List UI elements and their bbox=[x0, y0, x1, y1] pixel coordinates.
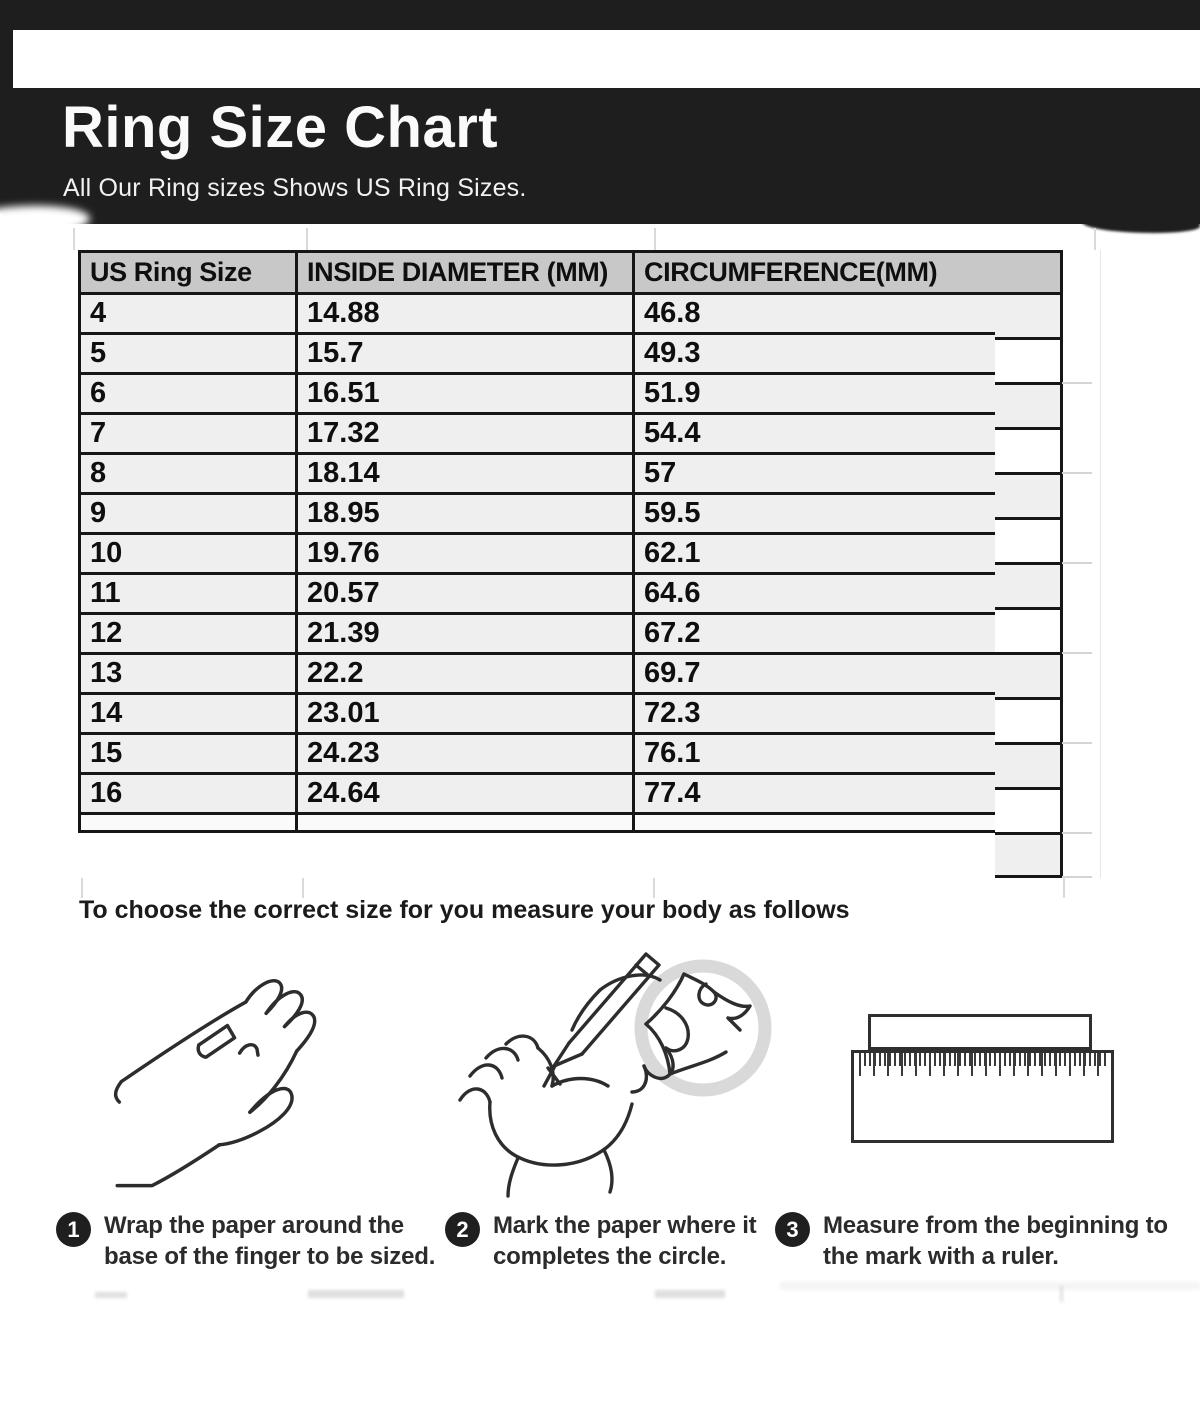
table-row bbox=[80, 374, 997, 414]
cell-circumference: 67.2 bbox=[634, 614, 997, 654]
smudge-mark bbox=[95, 1292, 127, 1298]
spreadsheet-extra-cell bbox=[995, 832, 1063, 878]
gridline-stub bbox=[1062, 742, 1092, 744]
spreadsheet-extra-cell bbox=[995, 517, 1063, 565]
cell-circumference: 57 bbox=[634, 454, 997, 494]
cell-circumference: 72.3 bbox=[634, 694, 997, 734]
gridline-stub bbox=[1063, 878, 1065, 898]
smudge-mark bbox=[308, 1290, 404, 1298]
cell-diameter: 21.39 bbox=[297, 614, 634, 654]
spreadsheet-extra-cell bbox=[995, 562, 1063, 610]
gridline-stub bbox=[81, 878, 83, 898]
cell-size: 12 bbox=[80, 614, 297, 654]
gridline-stub bbox=[306, 228, 308, 250]
ruler-ticks-long bbox=[859, 1053, 1106, 1076]
gridline-stub bbox=[1062, 472, 1092, 474]
step-2-text: Mark the paper where it completes the circle. bbox=[493, 1212, 757, 1270]
cell-diameter: 18.95 bbox=[297, 494, 634, 534]
page-title: Ring Size Chart bbox=[62, 95, 499, 160]
cell-diameter: 19.76 bbox=[297, 534, 634, 574]
cell-diameter: 20.57 bbox=[297, 574, 634, 614]
cell-diameter: 17.32 bbox=[297, 414, 634, 454]
cell-diameter: 22.2 bbox=[297, 654, 634, 694]
gridline-stub bbox=[654, 228, 656, 250]
gridline-stub bbox=[1062, 832, 1092, 834]
cell-circumference: 76.1 bbox=[634, 734, 997, 774]
gridline-faint bbox=[1100, 250, 1101, 878]
cell-size: 8 bbox=[80, 454, 297, 494]
table-row bbox=[80, 534, 997, 574]
column-header-size: US Ring Size bbox=[80, 252, 297, 294]
cell-circumference: 46.8 bbox=[634, 294, 997, 334]
cell-size: 13 bbox=[80, 654, 297, 694]
spreadsheet-extra-cell bbox=[995, 472, 1063, 520]
table-header-row bbox=[80, 252, 997, 294]
table-row bbox=[80, 294, 997, 334]
smudge-mark bbox=[780, 1282, 1200, 1290]
spreadsheet-extra-cell bbox=[995, 697, 1063, 745]
table-row bbox=[80, 334, 997, 374]
spreadsheet-extra-cell bbox=[995, 652, 1063, 700]
gridline-stub bbox=[653, 878, 655, 898]
table-row bbox=[80, 614, 997, 654]
step-1-badge: 1 bbox=[56, 1212, 91, 1247]
measure-caption: To choose the correct size for you measure your body as follows bbox=[79, 896, 850, 924]
cell-size: 6 bbox=[80, 374, 297, 414]
hand-wrap-illustration bbox=[105, 955, 360, 1195]
cell-size: 16 bbox=[80, 774, 297, 814]
gridline-stub bbox=[1062, 652, 1092, 654]
cell-diameter: 23.01 bbox=[297, 694, 634, 734]
cell-diameter: 18.14 bbox=[297, 454, 634, 494]
gridline-stub bbox=[1062, 562, 1092, 564]
masthead-white-band bbox=[13, 30, 1200, 88]
cell-diameter: 14.88 bbox=[297, 294, 634, 334]
spreadsheet-extra-cell bbox=[995, 427, 1063, 475]
pencil-mark-illustration bbox=[448, 948, 793, 1206]
step-3 bbox=[775, 1210, 1175, 1272]
cell-diameter: 24.64 bbox=[297, 774, 634, 814]
spreadsheet-extra-cell bbox=[995, 742, 1063, 790]
spreadsheet-extra-header-cell bbox=[995, 250, 1063, 295]
spreadsheet-extra-cell bbox=[995, 382, 1063, 430]
table-row bbox=[80, 494, 997, 534]
cell-size: 10 bbox=[80, 534, 297, 574]
step-3-text: Measure from the beginning to the mark with a ruler. bbox=[823, 1212, 1168, 1270]
smudge-mark bbox=[655, 1290, 725, 1298]
cell-circumference: 54.4 bbox=[634, 414, 997, 454]
gridline-stub bbox=[1062, 382, 1092, 384]
cell-circumference: 69.7 bbox=[634, 654, 997, 694]
smudge-mark bbox=[1060, 1286, 1063, 1302]
gridline-stub bbox=[302, 878, 304, 898]
column-header-diameter: INSIDE DIAMETER (MM) bbox=[297, 252, 634, 294]
step-2 bbox=[445, 1210, 775, 1272]
cell-diameter: 24.23 bbox=[297, 734, 634, 774]
brush-tail-right bbox=[1082, 216, 1200, 233]
cell-diameter: 16.51 bbox=[297, 374, 634, 414]
step-3-badge: 3 bbox=[775, 1212, 810, 1247]
cell-circumference: 64.6 bbox=[634, 574, 997, 614]
table-row bbox=[80, 654, 997, 694]
cell-size: 7 bbox=[80, 414, 297, 454]
spreadsheet-extra-cell bbox=[995, 607, 1063, 655]
gridline-stub bbox=[1094, 228, 1096, 250]
step-1-text: Wrap the paper around the base of the finger to be sized. bbox=[104, 1212, 436, 1270]
table-empty-row bbox=[80, 814, 997, 832]
ring-size-table bbox=[78, 250, 998, 833]
cell-size: 5 bbox=[80, 334, 297, 374]
cell-size: 15 bbox=[80, 734, 297, 774]
table-row bbox=[80, 774, 997, 814]
ruler-illustration bbox=[851, 1050, 1114, 1143]
page-subtitle: All Our Ring sizes Shows US Ring Sizes. bbox=[63, 174, 527, 202]
column-header-circumference: CIRCUMFERENCE(MM) bbox=[634, 252, 997, 294]
cell-circumference: 77.4 bbox=[634, 774, 997, 814]
step-1 bbox=[56, 1210, 461, 1272]
cell-circumference: 62.1 bbox=[634, 534, 997, 574]
table-row bbox=[80, 414, 997, 454]
cell-size: 4 bbox=[80, 294, 297, 334]
paper-strip-illustration bbox=[868, 1014, 1092, 1050]
gridline-stub bbox=[1062, 876, 1092, 878]
spreadsheet-extra-cell bbox=[995, 337, 1063, 385]
table-row bbox=[80, 734, 997, 774]
cell-circumference: 51.9 bbox=[634, 374, 997, 414]
cell-size: 11 bbox=[80, 574, 297, 614]
spreadsheet-extra-cell bbox=[995, 787, 1063, 835]
cell-diameter: 15.7 bbox=[297, 334, 634, 374]
cell-size: 9 bbox=[80, 494, 297, 534]
spreadsheet-extra-cell bbox=[995, 292, 1063, 340]
table-row bbox=[80, 574, 997, 614]
step-2-badge: 2 bbox=[445, 1212, 480, 1247]
cell-circumference: 59.5 bbox=[634, 494, 997, 534]
table-row bbox=[80, 454, 997, 494]
cell-size: 14 bbox=[80, 694, 297, 734]
table-row bbox=[80, 694, 997, 734]
hands-lines bbox=[460, 975, 688, 1196]
gridline-stub bbox=[73, 228, 75, 250]
cell-circumference: 49.3 bbox=[634, 334, 997, 374]
